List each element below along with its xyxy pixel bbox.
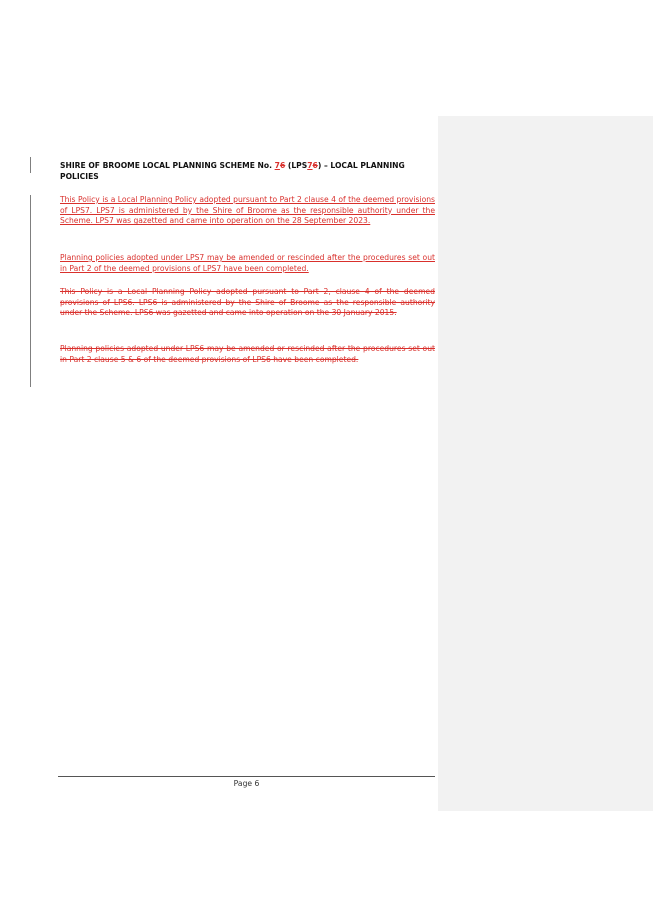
heading-number2-inserted: 7 <box>307 161 313 170</box>
paragraph-deleted-2: Planning policies adopted under LPS6 may be amended or rescinded after the procedures set out in Part 2 clause 5 & 6 of the deemed provisions of LPS6 have been completed. <box>60 344 435 364</box>
heading-suffix: ) – LOCAL PLANNING POLICIES <box>60 161 405 181</box>
footer-rule <box>58 776 435 777</box>
heading-prefix: SHIRE OF BROOME LOCAL PLANNING SCHEME No. <box>60 161 275 170</box>
paragraph-inserted-2: Planning policies adopted under LPS7 may be amended or rescinded after the procedures set out in Part 2 of the deemed provisions of LPS7 have been completed. <box>60 253 435 273</box>
heading-number2-deleted: 6 <box>312 161 318 170</box>
change-bar <box>30 195 31 387</box>
heading-number-deleted: 6 <box>279 161 286 170</box>
heading-mid: (LPS <box>285 161 308 170</box>
heading-number-inserted: 7 <box>274 161 280 170</box>
paragraph-deleted-1: This Policy is a Local Planning Policy adopted pursuant to Part 2, clause 4 of the deemed provisions of LPS6. LPS6 is administered by the Shire of Broome as the responsible authority under the Scheme. LPS6 was gazetted and came into operation on the 30 January 2015. <box>60 287 435 318</box>
change-bar <box>30 157 31 173</box>
paragraph-inserted-1: This Policy is a Local Planning Policy adopted pursuant to Part 2 clause 4 of the deemed provisions of LPS7. LPS7 is administered by the Shire of Broome as the responsible authority under the Scheme. LPS7 was gazetted and came into operation on the 28 September 2023. <box>60 195 435 226</box>
page-number: Page 6 <box>233 779 260 788</box>
comment-pane <box>438 116 653 811</box>
page-heading <box>60 160 435 182</box>
